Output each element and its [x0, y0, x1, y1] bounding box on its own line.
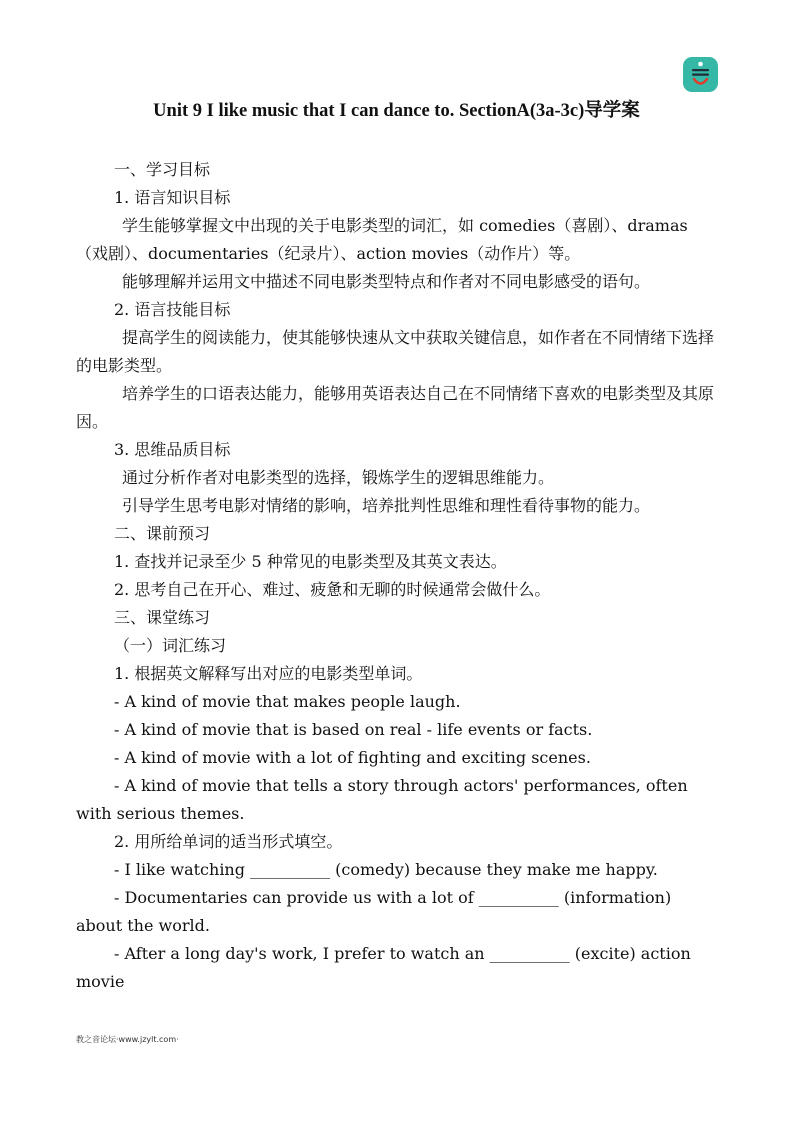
paragraph: 通过分析作者对电影类型的选择，锻炼学生的逻辑思维能力。: [122, 468, 555, 487]
exercise-item: - A kind of movie with a lot of fighting and exciting scenes.: [114, 748, 591, 767]
section-heading-practice: 三、课堂练习: [114, 608, 211, 627]
paragraph: 学生能够掌握文中出现的关于电影类型的词汇，如 comedies（喜剧）、dramas（戏剧）、documentaries（纪录片）、action movies（动作片）等。: [76, 216, 688, 263]
paragraph: 培养学生的口语表达能力，能够用英语表达自己在不同情绪下喜欢的电影类型及其原因。: [76, 384, 715, 431]
document-title: Unit 9 I like music that I can dance to. SectionA(3a-3c)导学案: [153, 101, 640, 121]
exercise-item: - I like watching __________ (comedy) because they make me happy.: [114, 860, 658, 879]
section-heading-objectives: 一、学习目标: [114, 160, 211, 179]
list-item: 1. 查找并记录至少 5 种常见的电影类型及其英文表达。: [114, 552, 507, 571]
exercise-item: - Documentaries can provide us with a lot of __________ (information) about the world.: [76, 888, 672, 935]
list-item: 2. 思考自己在开心、难过、疲惫和无聊的时候通常会做什么。: [114, 580, 551, 599]
subheading-language-knowledge: 1. 语言知识目标: [114, 188, 231, 207]
document-body: [76, 156, 719, 996]
exercise-item: - After a long day's work, I prefer to watch an __________ (excite) action movie: [76, 944, 691, 991]
logo-icon: [683, 57, 718, 92]
exercise-item: - A kind of movie that is based on real - life events or facts.: [114, 720, 593, 739]
exercise-instruction: 1. 根据英文解释写出对应的电影类型单词。: [114, 664, 423, 683]
section-heading-preview: 二、课前预习: [114, 524, 211, 543]
paragraph: 引导学生思考电影对情绪的影响，培养批判性思维和理性看待事物的能力。: [122, 496, 651, 515]
footer-watermark: 教之音论坛·www.jzylt.com·: [76, 1035, 179, 1044]
subheading-language-skills: 2. 语言技能目标: [114, 300, 231, 319]
subheading-vocabulary: （一）词汇练习: [114, 636, 227, 655]
exercise-item: - A kind of movie that tells a story through actors' performances, often with serious themes.: [76, 776, 688, 823]
exercise-item: - A kind of movie that makes people laugh.: [114, 692, 461, 711]
exercise-instruction: 2. 用所给单词的适当形式填空。: [114, 832, 343, 851]
paragraph: 能够理解并运用文中描述不同电影类型特点和作者对不同电影感受的语句。: [122, 272, 651, 291]
paragraph: 提高学生的阅读能力，使其能够快速从文中获取关键信息，如作者在不同情绪下选择的电影类型。: [76, 328, 715, 375]
subheading-thinking-quality: 3. 思维品质目标: [114, 440, 231, 459]
